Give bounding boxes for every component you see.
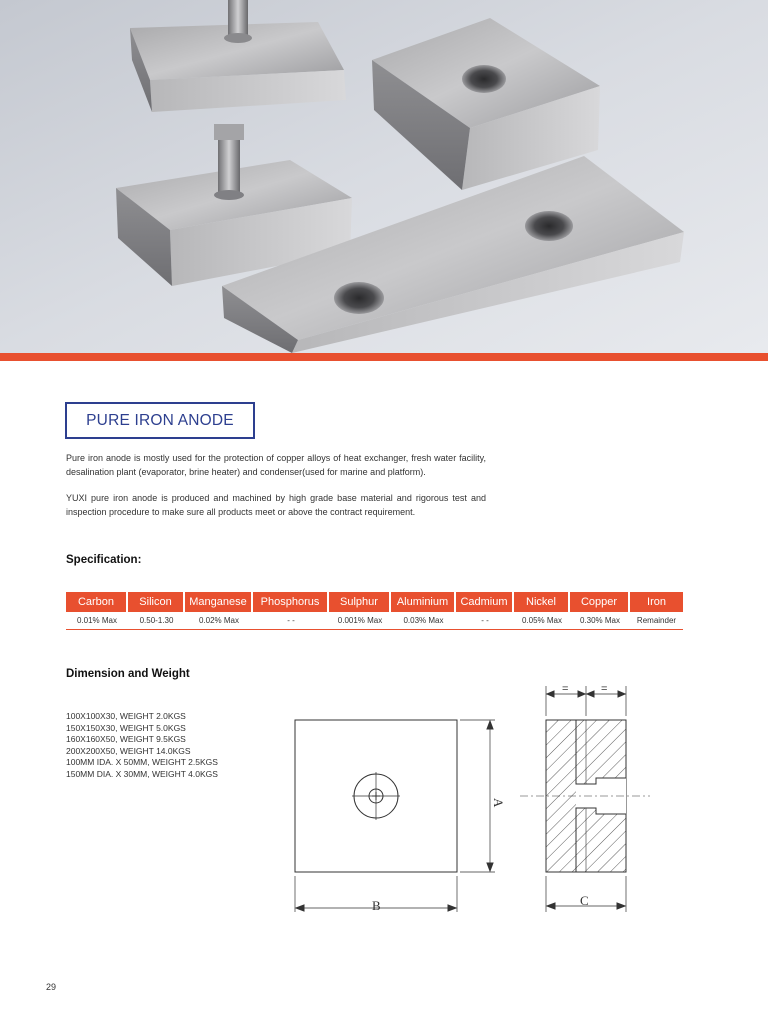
spec-header-cell: Cadmium	[456, 592, 514, 612]
spec-header-cell: Nickel	[514, 592, 570, 612]
title-box	[65, 402, 255, 439]
dimension-label-b: B	[372, 898, 381, 913]
spec-value-cell: 0.30% Max	[579, 616, 621, 625]
spec-header-cell: Iron	[630, 592, 683, 612]
spec-value-cell: Remainder	[636, 616, 677, 625]
dimension-heading: Dimension and Weight	[66, 668, 190, 680]
intro-paragraph: Pure iron anode is mostly used for the protection of copper alloys of heat exchanger, fresh water facility, desalination plant (evaporator, brine heater) and condenser(used for marine and platform).	[66, 453, 486, 477]
spec-header-cell: Carbon	[66, 592, 128, 612]
dimension-item: 200X200X50, WEIGHT 14.0KGS	[66, 745, 191, 756]
dimension-item: 150X150X30, WEIGHT 5.0KGS	[66, 722, 186, 733]
spec-header-cell: Copper	[570, 592, 630, 612]
spec-header-cell: Silicon	[128, 592, 185, 612]
spec-value-cell: - -	[481, 616, 489, 625]
equal-label-left: =	[562, 683, 569, 695]
quality-paragraph: YUXI pure iron anode is produced and machined by high grade base material and rigorous test and inspection procedure to make sure all products meet or above the contract requirement.	[66, 493, 486, 517]
dimension-label-a: A	[491, 798, 506, 808]
spec-value-cell: 0.001% Max	[337, 616, 383, 625]
dimension-item: 160X160X50, WEIGHT 9.5KGS	[66, 734, 186, 744]
dimension-item: 150MM DIA. X 30MM, WEIGHT 4.0KGS	[66, 768, 218, 779]
spec-value-cell: - -	[287, 616, 295, 625]
dimension-item: 100X100X30, WEIGHT 2.0KGS	[66, 711, 186, 721]
spec-heading: Specification:	[66, 554, 142, 566]
page-title: PURE IRON ANODE	[86, 411, 234, 429]
page-number: 29	[46, 982, 57, 992]
dimension-label-c: C	[580, 893, 589, 908]
spec-header-row	[66, 592, 683, 612]
spec-header-cell: Phosphorus	[253, 592, 329, 612]
product-photo	[0, 0, 768, 353]
spec-value-cell: 0.01% Max	[76, 616, 118, 625]
spec-table	[66, 592, 683, 630]
accent-bar	[0, 353, 768, 361]
dimension-item: 100MM IDA. X 50MM, WEIGHT 2.5KGS	[66, 757, 218, 767]
spec-header-cell: Manganese	[185, 592, 253, 612]
technical-drawing	[280, 680, 660, 925]
spec-value-cell: 0.05% Max	[521, 616, 563, 625]
spec-value-cell: 0.50-1.30	[139, 616, 174, 625]
spec-header-cell: Aluminium	[391, 592, 456, 612]
spec-value-cell: 0.02% Max	[198, 616, 240, 625]
spec-value-row	[66, 612, 683, 630]
spec-header-cell: Sulphur	[329, 592, 391, 612]
equal-label-right: =	[601, 683, 608, 695]
dimension-list	[66, 711, 218, 780]
spec-value-cell: 0.03% Max	[403, 616, 444, 625]
